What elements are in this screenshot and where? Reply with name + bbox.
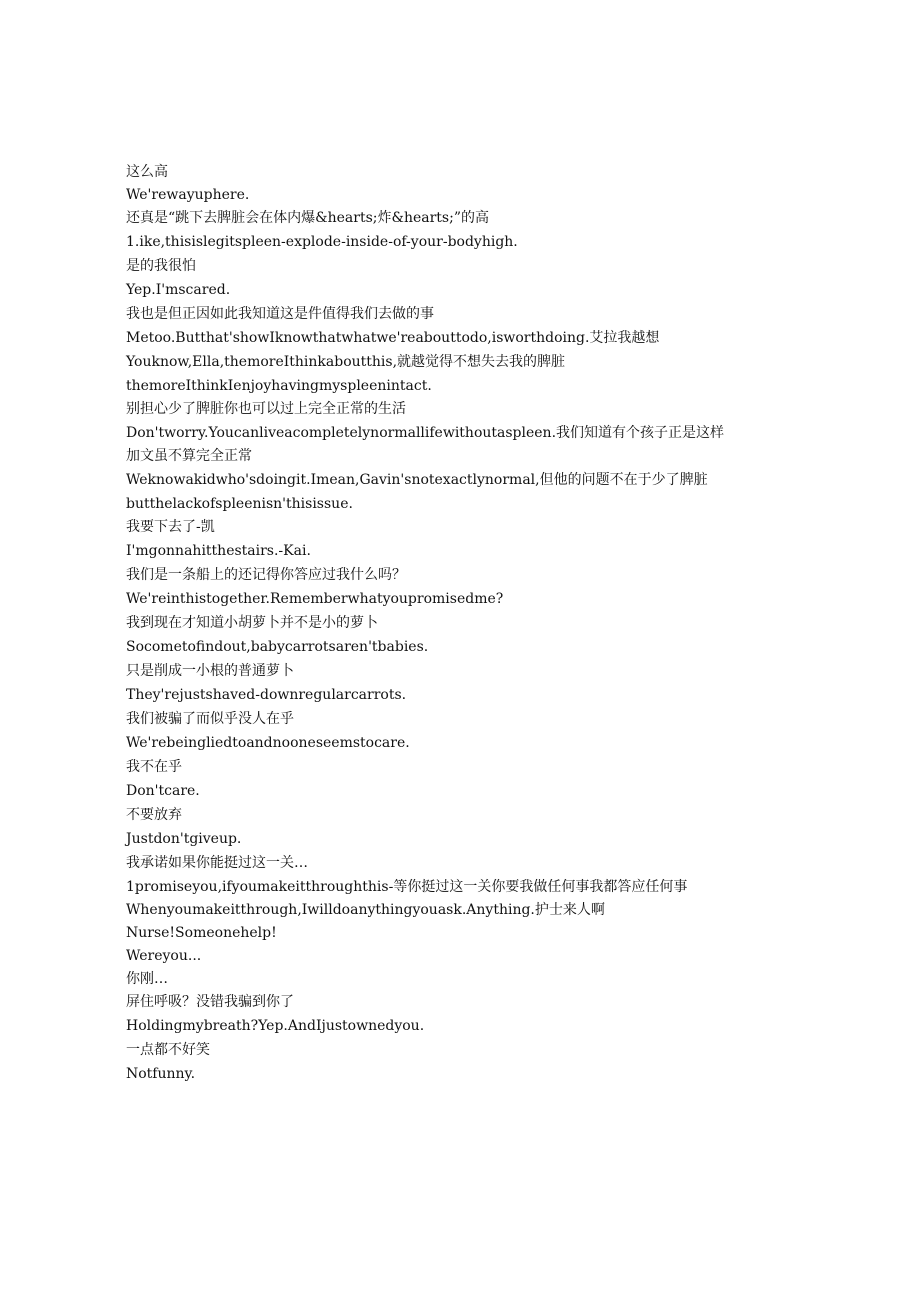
text-line: 我承诺如果你能挺过这一关… — [126, 855, 308, 871]
text-line: We'reinthistogether.Rememberwhatyoupromisedme? — [126, 591, 504, 607]
text-line: 我到现在才知道小胡萝卜并不是小的萝卜 — [126, 615, 378, 631]
text-line: Whenyoumakeitthrough,Iwilldoanythingyouask.Anything.护士来人啊 — [126, 902, 605, 918]
text-line: Metoo.Butthat'showIknowthatwhatwe'reabouttodo,isworthdoing.艾拉我越想 — [126, 330, 660, 346]
text-line: Nurse!Someonehelp! — [126, 925, 277, 941]
text-line: 这么高 — [126, 164, 168, 180]
document-body — [126, 162, 766, 1084]
text-line: 只是削成一小根的普通萝卜 — [126, 663, 294, 679]
text-line: 我不在乎 — [126, 759, 182, 775]
text-line: 我也是但正因如此我知道这是件值得我们去做的事 — [126, 306, 434, 322]
text-line: 别担心少了脾脏你也可以过上完全正常的生活 — [126, 401, 406, 417]
text-line: We'rebeingliedtoandnooneseemstocare. — [126, 735, 410, 751]
text-line: Yep.I'mscared. — [126, 282, 231, 298]
text-line: Socometofindout,babycarrotsaren'tbabies. — [126, 639, 429, 655]
text-line: 1.ike,thisislegitspleen-explode-inside-of-your-bodyhigh. — [126, 234, 518, 250]
text-line: We'rewayuphere. — [126, 187, 250, 203]
text-line: Weknowakidwho'sdoingit.Imean,Gavin'snotexactlynormal,但他的问题不在于少了脾脏 — [126, 472, 708, 488]
text-line: Don'tworry.Youcanliveacompletelynormallifewithoutaspleen.我们知道有个孩子正是这样 — [126, 425, 725, 441]
text-line: butthelackofspleenisn'thisissue. — [126, 496, 353, 512]
text-line: 我们是一条船上的还记得你答应过我什么吗？ — [126, 567, 406, 583]
text-line: Justdon'tgiveup. — [126, 831, 242, 847]
text-line: Notfunny. — [126, 1066, 196, 1082]
text-line: Don'tcare. — [126, 783, 200, 799]
text-line: 还真是“跳下去脾脏会在体内爆&hearts;炸&hearts;”的高 — [126, 210, 489, 226]
text-line: I'mgonnahitthestairs.-Kai. — [126, 543, 311, 559]
text-line: 加文虽不算完全正常 — [126, 448, 252, 464]
text-line: 你刚… — [126, 971, 168, 987]
text-line: 一点都不好笑 — [126, 1042, 210, 1058]
text-line: 1promiseyou,ifyoumakeitthroughthis-等你挺过这一关你要我做任何事我都答应任何事 — [126, 879, 688, 895]
text-line: Holdingmybreath?Yep.AndIjustownedyou. — [126, 1018, 425, 1034]
text-line: Youknow,Ella,themoreIthinkaboutthis,就越觉得不想失去我的脾脏 — [126, 354, 566, 370]
text-line: 屏住呼吸？没错我骗到你了 — [126, 994, 294, 1010]
text-line: Wereyou... — [126, 948, 202, 964]
text-line: 我们被骗了而似乎没人在乎 — [126, 711, 294, 727]
text-line: themoreIthinkIenjoyhavingmyspleenintact. — [126, 378, 432, 394]
text-line: 我要下去了-凯 — [126, 519, 215, 535]
text-line: 是的我很怕 — [126, 258, 196, 274]
text-line: They'rejustshaved-downregularcarrots. — [126, 687, 407, 703]
text-line: 不要放弃 — [126, 807, 182, 823]
